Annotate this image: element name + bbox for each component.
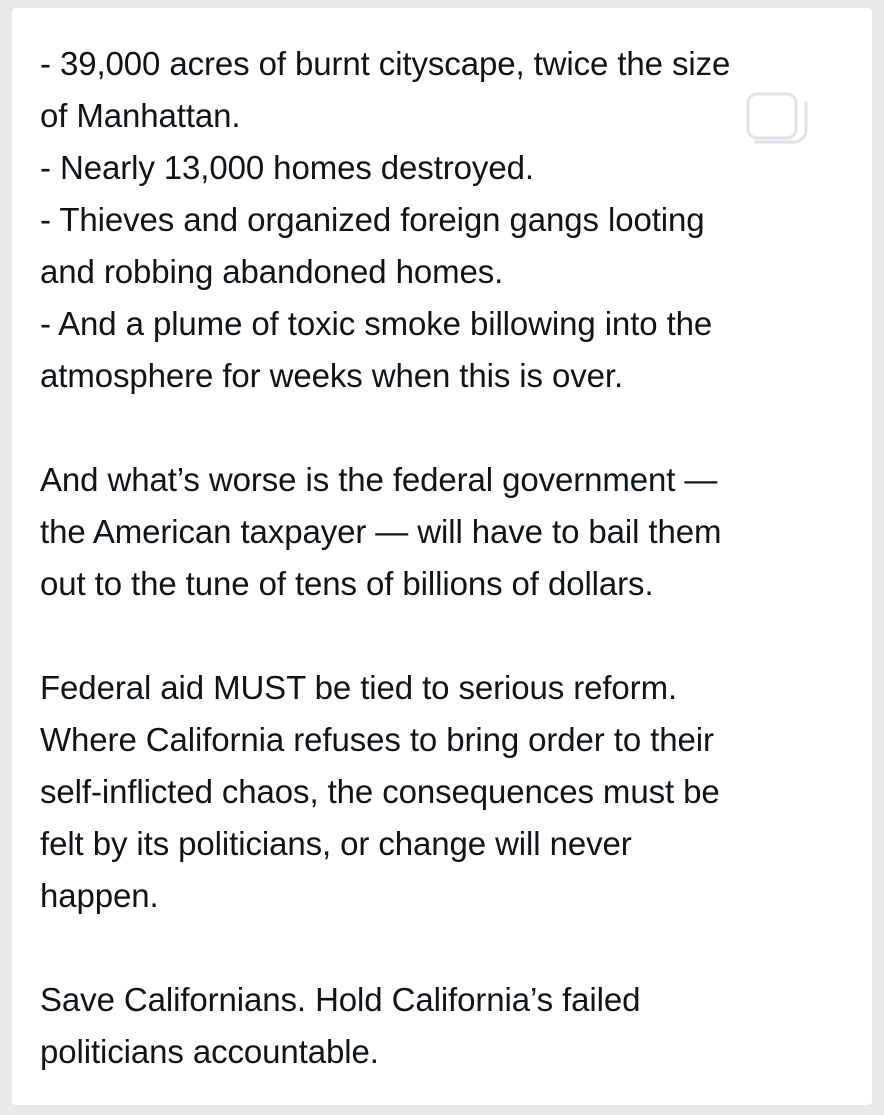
text-line: - Nearly 13,000 homes destroyed. [40,149,534,186]
text-line: of Manhattan. [40,97,241,134]
paragraph-spacer [40,402,840,454]
text-line: And what’s worse is the federal government — [40,461,718,498]
text-line: self-inflicted chaos, the consequences must be [40,773,720,810]
post-card [12,8,872,1105]
text-line: the American taxpayer — will have to bail them [40,513,722,550]
text-line: out to the tune of tens of billions of dollars. [40,565,654,602]
text-line: politicians accountable. [40,1033,379,1070]
text-line: Federal aid MUST be tied to serious reform. [40,669,678,706]
copy-icon[interactable] [734,84,810,148]
paragraph-closing [40,974,840,1078]
paragraph-stats [40,38,840,402]
text-line: - Thieves and organized foreign gangs looting [40,201,705,238]
text-line: and robbing abandoned homes. [40,253,504,290]
text-line: - 39,000 acres of burnt cityscape, twice the size [40,45,731,82]
paragraph-taxpayer [40,454,840,610]
text-line: Where California refuses to bring order to their [40,721,714,758]
paragraph-spacer [40,610,840,662]
text-line: Save Californians. Hold California’s failed [40,981,641,1018]
text-line: atmosphere for weeks when this is over. [40,357,624,394]
post-text [40,38,840,1078]
paragraph-spacer [40,922,840,974]
text-line: - And a plume of toxic smoke billowing into the [40,305,713,342]
text-line: happen. [40,877,159,914]
paragraph-reform [40,662,840,922]
text-line: felt by its politicians, or change will never [40,825,632,862]
